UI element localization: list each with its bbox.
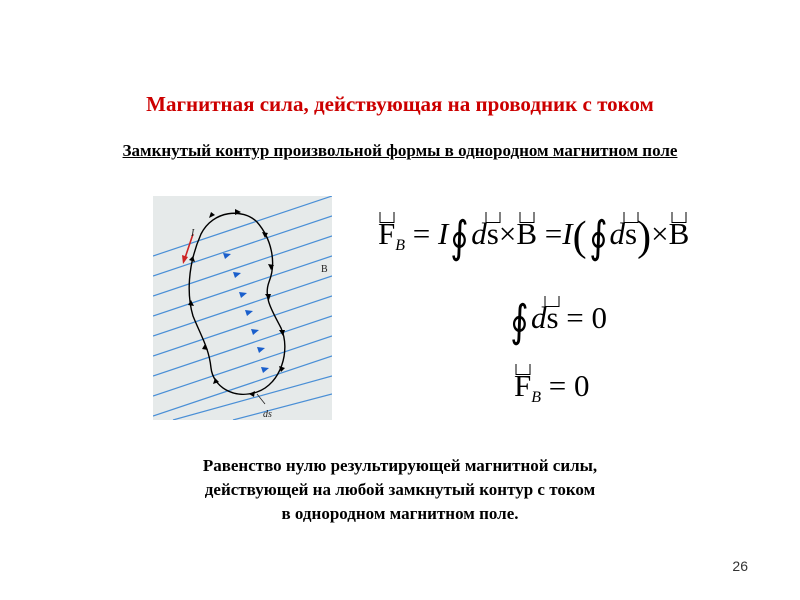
vector-b: B [669, 216, 690, 252]
vector-f: F [514, 368, 531, 404]
formula-integral-ds-zero: ∮d s = 0 [510, 297, 607, 346]
vector-f: F [378, 216, 395, 252]
slide-title: Магнитная сила, действующая на проводник с током [146, 92, 654, 116]
contour-integral-icon: ∮ [588, 213, 608, 262]
vector-s: s [487, 216, 499, 252]
conclusion-text [0, 454, 800, 526]
page-number: 26 [732, 558, 748, 574]
field-label: B [321, 264, 328, 275]
vector-b: B [516, 216, 537, 252]
vector-s: s [546, 300, 558, 336]
field-lines [153, 196, 332, 420]
conclusion-line: Равенство нулю результирующей магнитной силы, [202, 456, 598, 475]
slide-subtitle: Замкнутый контур произвольной формы в однородном магнитном поле [122, 141, 678, 160]
loop-in-field-diagram [153, 196, 332, 420]
vector-s: s [625, 216, 637, 252]
contour-integral-icon: ∮ [450, 213, 469, 262]
formula-force-integral: $F_B$ = I∮d s× B =I(∮d s)× B [378, 213, 690, 262]
current-label: I [191, 228, 195, 239]
field-arrows [223, 253, 269, 373]
closed-loop-figure [153, 196, 332, 420]
ds-label: ds [263, 409, 272, 420]
current-arrowhead [182, 255, 188, 264]
conclusion-line: действующей на любой замкнутый контур с током [204, 480, 596, 499]
contour-integral-icon: ∮ [510, 297, 529, 346]
conclusion-line: в однородном магнитном поле. [281, 504, 519, 523]
current-loop [189, 213, 285, 394]
formula-force-zero: $F_B = 0$ [514, 368, 590, 407]
